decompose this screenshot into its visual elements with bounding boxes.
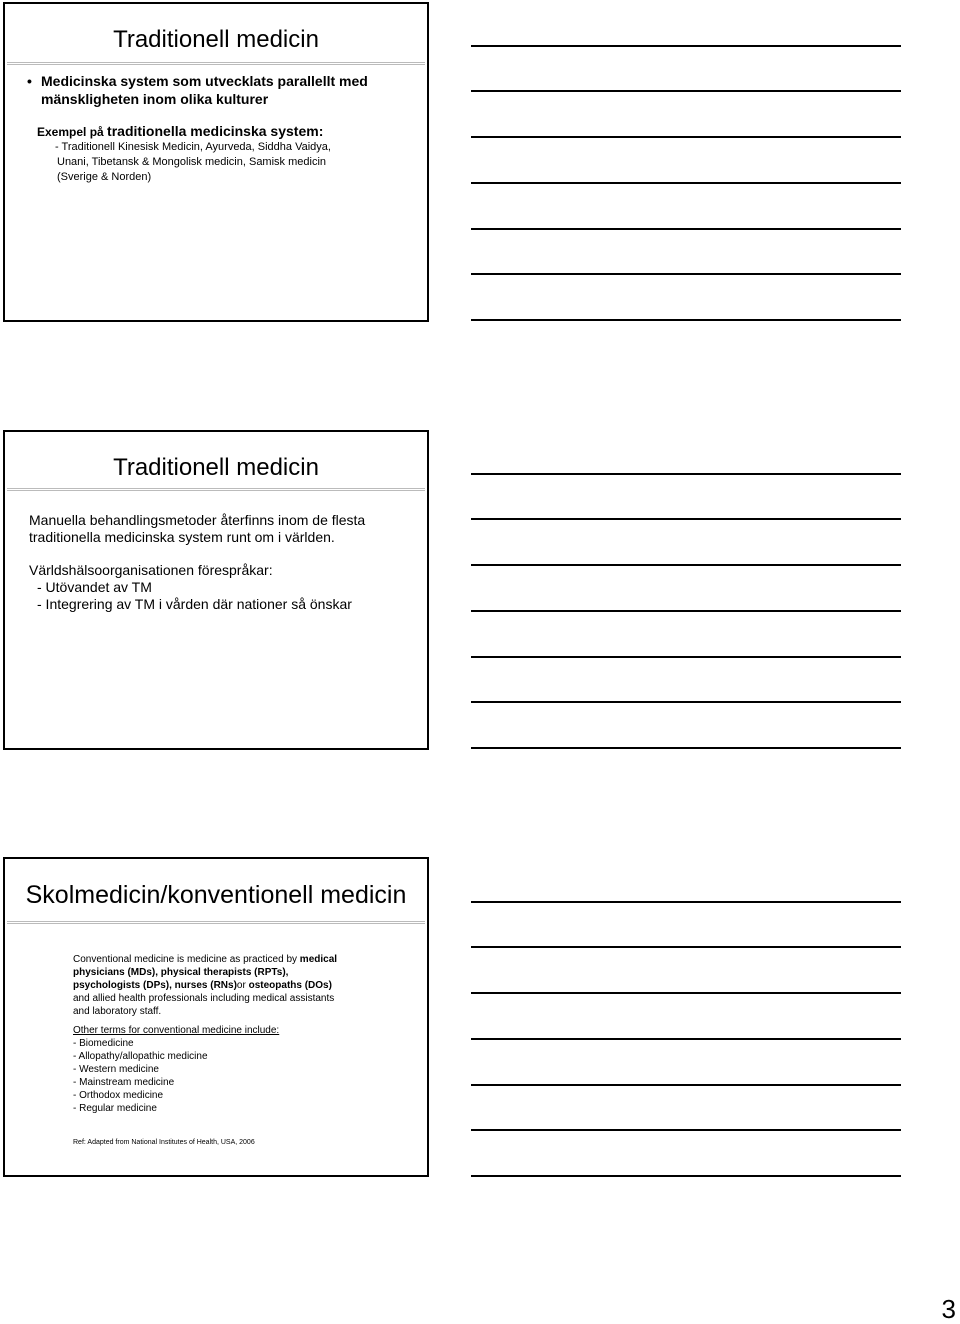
note-line — [471, 273, 901, 275]
note-line — [471, 747, 901, 749]
term-item: - Orthodox medicine — [73, 1090, 164, 1101]
paragraph-line: - Integrering av TM i vården där nationer så önskar — [37, 596, 352, 612]
note-line — [471, 901, 901, 903]
paragraph-who — [29, 562, 419, 613]
title-divider — [7, 62, 425, 65]
definition-emphasis: physicians (MDs), physical therapists (RPTs), — [73, 967, 289, 978]
note-line — [471, 701, 901, 703]
term-item: - Regular medicine — [73, 1103, 157, 1114]
paragraph-line: Världshälsoorganisationen förespråkar: — [29, 562, 273, 578]
example-lead — [37, 124, 417, 140]
term-item: - Western medicine — [73, 1064, 159, 1075]
note-line — [471, 45, 901, 47]
paragraph-line: Manuella behandlingsmetoder återfinns inom de flesta — [29, 512, 366, 528]
example-line: (Sverige & Norden) — [57, 171, 152, 183]
slide-3-title: Skolmedicin/konventionell medicin — [25, 881, 407, 909]
note-line — [471, 518, 901, 520]
bullet-item — [27, 72, 417, 108]
other-terms-block — [73, 1024, 363, 1115]
note-line — [471, 946, 901, 948]
note-line — [471, 473, 901, 475]
paragraph-line: traditionella medicinska system runt om i världen. — [29, 529, 335, 545]
slide-2-title: Traditionell medicin — [113, 454, 319, 481]
note-line — [471, 610, 901, 612]
definition-emphasis: medical — [299, 954, 338, 965]
bullet-dot-icon: • — [27, 73, 32, 89]
note-line — [471, 1084, 901, 1086]
note-line — [471, 136, 901, 138]
example-line: Unani, Tibetansk & Mongolisk medicin, Samisk medicin — [57, 156, 327, 168]
term-item: - Biomedicine — [73, 1038, 134, 1049]
note-line — [471, 319, 901, 321]
slide-3 — [3, 857, 429, 1177]
example-lead-big: traditionella medicinska system: — [107, 123, 324, 139]
note-line — [471, 1175, 901, 1177]
example-lead-small: Exempel på — [37, 125, 104, 139]
title-divider — [7, 921, 425, 924]
slide-2 — [3, 430, 429, 750]
title-divider — [7, 488, 425, 491]
note-line — [471, 992, 901, 994]
reference-note: Ref: Adapted from National Institutes of Health, USA, 2006 — [73, 1139, 255, 1146]
definition-emphasis: osteopaths (DOs) — [248, 980, 332, 991]
slide-1-title: Traditionell medicin — [113, 26, 319, 53]
note-line — [471, 182, 901, 184]
other-terms-heading: Other terms for conventional medicine include: — [73, 1025, 280, 1036]
note-line — [471, 564, 901, 566]
slide-1 — [3, 2, 429, 322]
note-line — [471, 228, 901, 230]
definition-text: or — [236, 980, 246, 991]
note-line — [471, 656, 901, 658]
bullet-line: mänskligheten inom olika kulturer — [41, 91, 269, 107]
term-item: - Mainstream medicine — [73, 1077, 175, 1088]
definition-emphasis: psychologists (DPs), nurses (RNs) — [73, 980, 237, 991]
bullet-line: Medicinska system som utvecklats parallellt med — [41, 73, 368, 89]
example-block — [37, 124, 417, 185]
definition-text: and allied health professionals including medical assistants — [73, 993, 335, 1004]
term-item: - Allopathy/allopathic medicine — [73, 1051, 208, 1062]
example-line: - Traditionell Kinesisk Medicin, Ayurveda, Siddha Vaidya, — [55, 141, 331, 153]
note-line — [471, 1038, 901, 1040]
paragraph-line: - Utövandet av TM — [37, 579, 152, 595]
definition-text: Conventional medicine is medicine as practiced by — [73, 954, 298, 965]
paragraph-manual-methods — [29, 512, 419, 546]
page-number: 3 — [941, 1294, 956, 1324]
note-line — [471, 90, 901, 92]
definition-paragraph — [73, 953, 363, 1018]
definition-text: and laboratory staff. — [73, 1006, 162, 1017]
note-line — [471, 1129, 901, 1131]
